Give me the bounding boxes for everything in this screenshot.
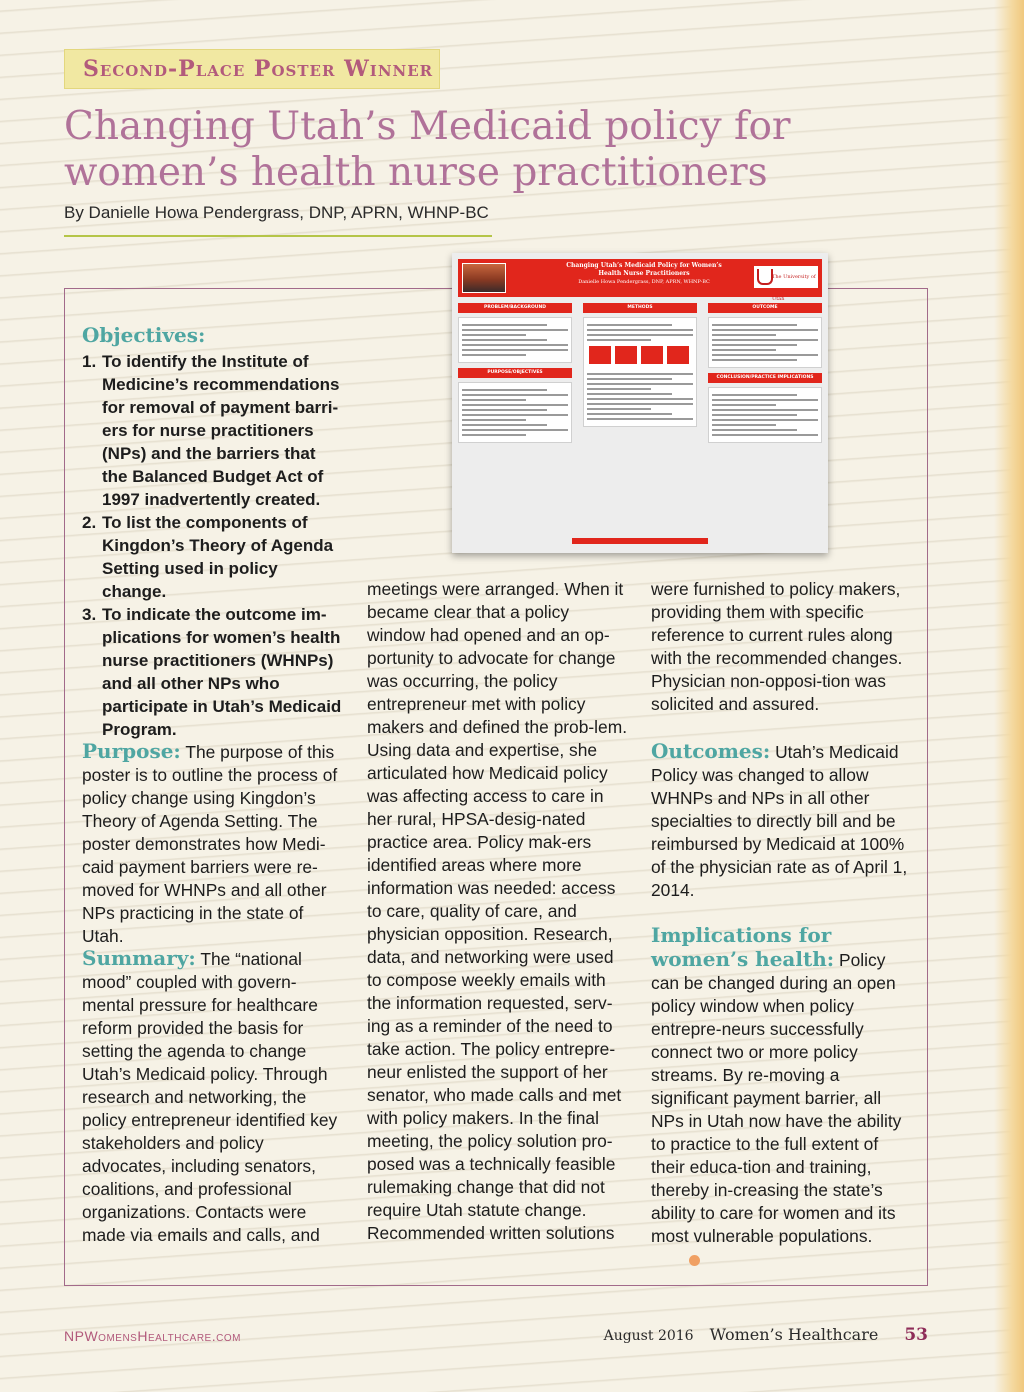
purpose-text: The purpose of this poster is to outline the process of policy change using Kingdon’s Theory of Agenda Setting. The poster demonstrates how Medi-caid payment barriers were re-moved for WHNPs and all other NPs practicing in the state of Utah. (82, 742, 338, 946)
poster-card (708, 317, 822, 368)
footer-date: August 2016 (603, 1328, 694, 1344)
objective-number: 1. (82, 352, 97, 371)
poster-card (708, 387, 822, 443)
end-of-article-dot-icon (689, 1255, 700, 1266)
objective-item (82, 511, 344, 603)
objective-text: To identify the Institute of Medicine’s recommendations for removal of payment barri-ers for nurse practitioners (NPs) and the barriers that the Balanced Budget Act of 1997 inadvertently created. (102, 352, 340, 509)
poster-card (583, 317, 697, 427)
poster-column-right (708, 303, 822, 539)
poster-column-left (458, 303, 572, 539)
article-title: Changing Utah’s Medicaid policy for women’s health nurse practitioners (64, 104, 791, 195)
page-edge-strip (994, 0, 1024, 1392)
objectives-heading: Objectives: (82, 323, 206, 347)
outcomes-text: Utah’s Medicaid Policy was changed to allow WHNPs and NPs in all other specialties to directly bill and be reimbursed by Medicaid at 100% of the physician rate as of April 1, 2014. (651, 742, 908, 900)
summary-text: The “national mood” coupled with govern-mental pressure for healthcare reform provided the basis for setting the agenda to change Utah’s Medicaid policy. Through research and networking, the policy entrepreneur identified key stakeholders and policy advocates, including senators, coalitions, and professional organizations. Contacts were made via emails and calls, and (82, 949, 338, 1245)
summary-heading: Summary: (82, 946, 196, 970)
objective-text: To list the components of Kingdon’s Theory of Agenda Setting used in policy change. (102, 513, 334, 601)
university-u-icon (757, 269, 773, 285)
poster-footer-bar (572, 538, 708, 544)
poster-column-middle (583, 303, 697, 539)
poster-section-label: CONCLUSION/PRACTICE IMPLICATIONS (708, 373, 822, 383)
objectives-list (82, 350, 344, 741)
objective-item (82, 603, 344, 741)
outcomes-section (651, 740, 913, 902)
footer-website-link[interactable]: NPWomensHealthcare.com (64, 1328, 241, 1344)
poster-author-text: Danielle Howa Pendergrass, DNP, APRN, WHNP-BC (578, 279, 710, 285)
implications-section (651, 924, 913, 1271)
objective-number: 2. (82, 513, 97, 532)
footer-magazine-name: Women’s Healthcare (709, 1325, 879, 1344)
poster-landscape-photo (462, 263, 506, 293)
university-logo-text: The University of Utah (772, 274, 816, 302)
page-number: 53 (904, 1325, 928, 1345)
implications-heading: Implications for women’s health: (651, 923, 835, 971)
objective-number: 3. (82, 605, 97, 624)
article-byline: By Danielle Howa Pendergrass, DNP, APRN, WHNP-BC (64, 203, 489, 222)
poster-section-label: PROBLEM/BACKGROUND (458, 303, 572, 313)
poster-header (458, 259, 822, 302)
summary-section (82, 947, 344, 1247)
objectives-section (82, 322, 344, 741)
poster-title-text: Changing Utah’s Medicaid Policy for Women’s Health Nurse Practitioners (566, 262, 722, 277)
poster-section-label: METHODS (583, 303, 697, 313)
objective-item (82, 350, 344, 511)
objective-text: To indicate the outcome im-plications for women’s health nurse practitioners (WHNPs) and all other NPs who participate in Utah’s Medicaid Program. (102, 605, 342, 739)
poster-image (452, 253, 828, 553)
award-banner (64, 49, 440, 89)
column-3-text: were furnished to policy makers, providing them with specific reference to current rules along with the recommended changes. Physician non-opposi-tion was solicited and assured. (651, 579, 903, 714)
column-2-text: meetings were arranged. When it became clear that a policy window had opened and an op-portunity to advocate for change was occurring, the policy entrepreneur met with policy makers and defined the prob-lem. Using data and expertise, she articulated how Medicaid policy was affecting access to care in her rural, HPSA-desig-nated practice area. Policy mak-ers identified areas where more information was needed: access to care, quality of care, and physician opposition. Research, data, and networking were used to compose weekly emails with the information requested, serv-ing as a reminder of the need to take action. The policy entrepre-neur enlisted the support of her senator, who made calls and met with policy makers. In the final meeting, the policy solution pro-posed was a technically feasible rulemaking change that did not require Utah statute change. Recommended written solutions (367, 579, 628, 1243)
poster-card (458, 382, 572, 443)
poster-section-label: OUTCOME (708, 303, 822, 313)
implications-text: Policy can be changed during an open policy window when policy entrepre-neurs successfully connect two or more policy streams. By re-moving a significant payment barrier, all NPs in Utah now have the ability to practice to the full extent of their educa-tion and training, thereby in-creasing the state’s ability to care for women and its most vulnerable populations. (651, 950, 902, 1246)
poster-card (458, 317, 572, 363)
purpose-heading: Purpose: (82, 739, 181, 763)
purpose-section (82, 740, 344, 948)
poster-section-label: PURPOSE/OBJECTIVES (458, 368, 572, 378)
award-banner-text: Second-Place Poster Winner (83, 56, 434, 82)
poster-title (554, 262, 734, 286)
title-rule (64, 235, 492, 237)
footer-right (604, 1325, 928, 1345)
university-logo (754, 266, 818, 302)
outcomes-heading: Outcomes: (651, 739, 771, 763)
